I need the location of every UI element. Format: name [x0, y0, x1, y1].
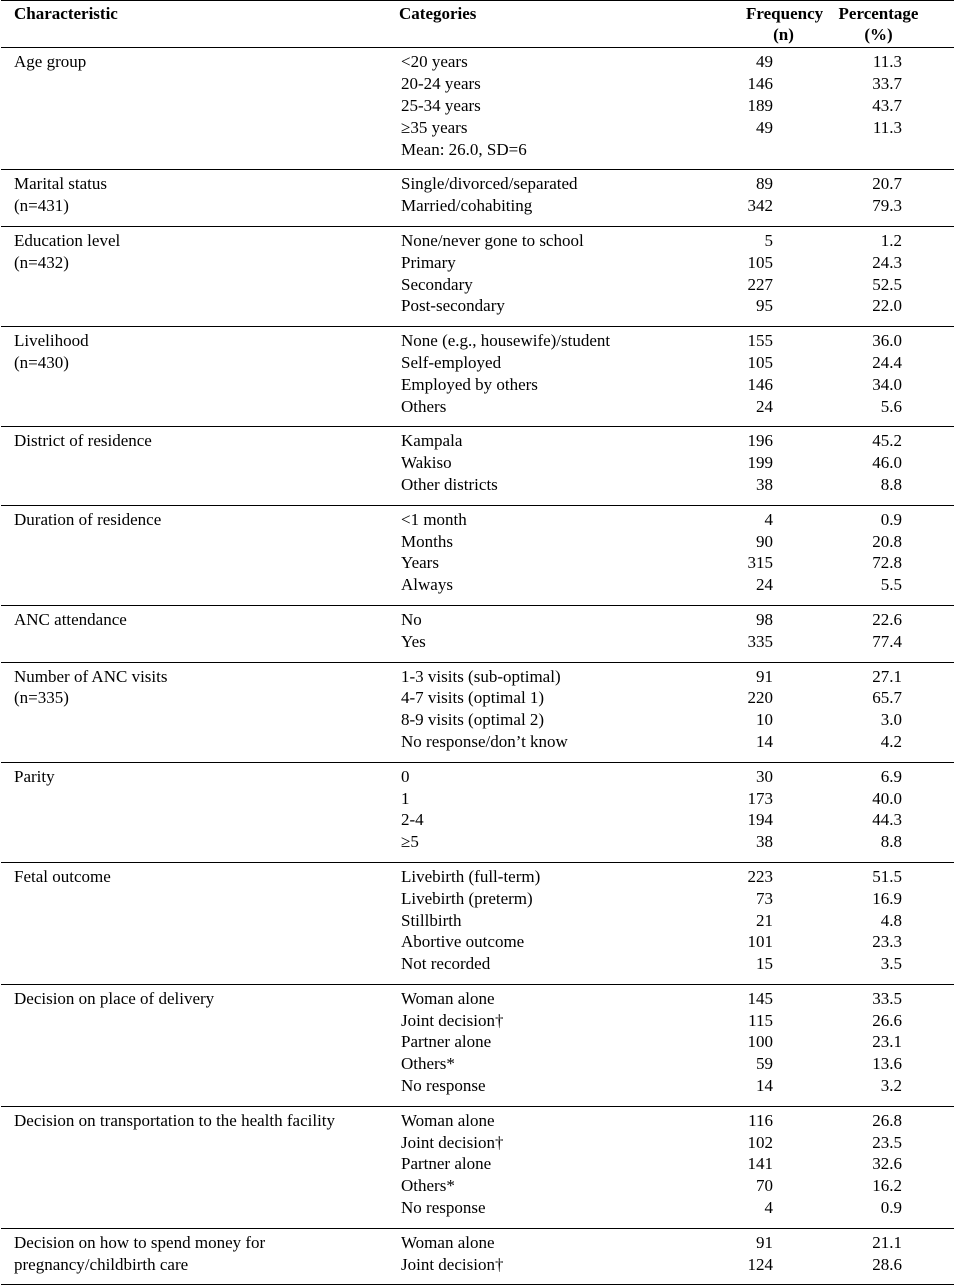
frequency-line: 155 [747, 331, 773, 351]
frequency-line: 220 [747, 688, 773, 708]
percentage-line: 22.6 [872, 609, 902, 629]
categories-line: <1 month [401, 509, 467, 529]
frequency-cell [686, 862, 821, 984]
categories-cell [386, 605, 686, 662]
percentage-line: 11.3 [872, 52, 902, 72]
percentage-cell [821, 762, 954, 862]
percentage-line: 79.3 [872, 196, 902, 216]
percentage-line: 3.5 [880, 954, 902, 974]
percentage-line: 65.7 [872, 688, 902, 708]
characteristic-line: Number of ANC visits [14, 666, 168, 686]
frequency-line: 335 [747, 631, 773, 651]
table-row [1, 170, 954, 227]
percentage-line: 0.9 [880, 509, 902, 529]
table-row [1, 505, 954, 605]
categories-line: Other districts [401, 474, 498, 494]
categories-line: Woman alone [401, 988, 495, 1008]
table-row [1, 427, 954, 505]
categories-cell [386, 226, 686, 326]
frequency-line: 14 [756, 731, 773, 751]
categories-line: ≥5 [401, 832, 419, 852]
categories-line: Yes [401, 631, 426, 651]
characteristic-line: (n=335) [14, 688, 69, 708]
categories-line: 2-4 [401, 810, 424, 830]
characteristic-line: Decision on transportation to the health facility [14, 1110, 336, 1130]
categories-line: ≥35 years [401, 117, 468, 137]
frequency-line: 115 [748, 1010, 773, 1030]
frequency-cell [686, 226, 821, 326]
frequency-line: 100 [747, 1032, 773, 1052]
percentage-line: 51.5 [872, 866, 902, 886]
categories-cell [386, 48, 686, 170]
categories-line: Married/cohabiting [401, 196, 533, 216]
frequency-line: 116 [748, 1110, 773, 1130]
categories-line: 0 [401, 766, 410, 786]
categories-cell [386, 505, 686, 605]
categories-cell [386, 1228, 686, 1285]
frequency-line: 21 [756, 910, 773, 930]
frequency-cell [686, 605, 821, 662]
percentage-line: 33.7 [872, 74, 902, 94]
frequency-line: 5 [764, 230, 773, 250]
percentage-cell [821, 505, 954, 605]
characteristic-line: pregnancy/childbirth care [14, 1254, 189, 1274]
categories-line: Woman alone [401, 1232, 495, 1252]
characteristic-line: Duration of residence [14, 509, 162, 529]
percentage-line: 24.3 [872, 252, 902, 272]
table-row [1, 605, 954, 662]
categories-line: No response [401, 1076, 486, 1096]
frequency-line: 105 [747, 252, 773, 272]
percentage-line: 23.5 [872, 1132, 902, 1152]
categories-line: Months [401, 531, 453, 551]
characteristic-line: Education level [14, 230, 121, 250]
categories-cell [386, 327, 686, 427]
header-frequency-line1: Frequency [746, 4, 824, 23]
frequency-line: 173 [747, 788, 773, 808]
characteristics-table [1, 0, 954, 1285]
categories-cell [386, 862, 686, 984]
categories-line: <20 years [401, 52, 468, 72]
characteristic-cell [1, 226, 386, 326]
header-percentage-line2: (%) [864, 25, 893, 45]
categories-line: Stillbirth [401, 910, 462, 930]
percentage-cell [821, 984, 954, 1106]
categories-line: Others [401, 396, 447, 416]
categories-line: Livebirth (full-term) [401, 866, 541, 886]
frequency-cell [686, 505, 821, 605]
percentage-line: 34.0 [872, 374, 902, 394]
header-categories: Categories [386, 1, 686, 48]
categories-line: No response/don’t know [401, 731, 568, 751]
percentage-line: 46.0 [872, 453, 902, 473]
percentage-cell [821, 48, 954, 170]
percentage-line: 3.2 [880, 1076, 902, 1096]
percentage-line [821, 139, 902, 161]
frequency-line: 91 [756, 666, 773, 686]
frequency-line: 90 [756, 531, 773, 551]
frequency-cell [686, 662, 821, 762]
frequency-line: 146 [747, 374, 773, 394]
categories-line: Secondary [401, 274, 473, 294]
frequency-line: 24 [756, 396, 773, 416]
characteristic-line: (n=432) [14, 252, 69, 272]
header-row [1, 1, 954, 48]
categories-line: Always [401, 575, 453, 595]
categories-line: 1 [401, 788, 410, 808]
header-percentage-line1: Percentage [838, 4, 919, 23]
header-frequency-line2: (n) [773, 25, 794, 45]
frequency-line: 141 [747, 1154, 773, 1174]
characteristic-cell [1, 605, 386, 662]
percentage-line: 4.8 [880, 910, 902, 930]
percentage-cell [821, 605, 954, 662]
frequency-line: 70 [756, 1176, 773, 1196]
characteristic-line: District of residence [14, 431, 152, 451]
percentage-line: 77.4 [872, 631, 902, 651]
frequency-line: 30 [756, 766, 773, 786]
frequency-cell [686, 1228, 821, 1285]
table-row [1, 662, 954, 762]
header-frequency [686, 1, 824, 48]
percentage-line: 23.3 [872, 932, 902, 952]
categories-line: No response [401, 1198, 486, 1218]
frequency-line: 15 [756, 954, 773, 974]
categories-cell [386, 170, 686, 227]
table-row [1, 327, 954, 427]
percentage-line: 43.7 [872, 96, 902, 115]
percentage-line: 8.8 [880, 832, 902, 852]
characteristic-line: Age group [14, 52, 87, 72]
percentage-line: 16.9 [872, 888, 902, 908]
table-row [1, 1106, 954, 1228]
characteristic-line: (n=431) [14, 196, 69, 216]
percentage-line: 13.6 [872, 1054, 902, 1074]
percentage-line: 45.2 [872, 431, 902, 451]
percentage-line: 52.5 [872, 274, 902, 294]
categories-line: Single/divorced/separated [401, 174, 578, 194]
percentage-line: 3.0 [880, 710, 902, 730]
frequency-line: 10 [756, 710, 773, 730]
table-row [1, 984, 954, 1106]
frequency-line: 38 [756, 832, 773, 852]
percentage-line: 20.7 [872, 174, 902, 194]
percentage-line: 0.9 [880, 1198, 902, 1218]
categories-line: 4-7 visits (optimal 1) [401, 688, 545, 708]
categories-line: Kampala [401, 431, 463, 451]
frequency-line: 89 [756, 174, 773, 194]
frequency-line: 145 [747, 988, 773, 1008]
percentage-line: 16.2 [872, 1176, 902, 1196]
table-row [1, 226, 954, 326]
percentage-cell [821, 226, 954, 326]
table-row [1, 762, 954, 862]
categories-line: Partner alone [401, 1154, 492, 1174]
frequency-line: 59 [756, 1054, 773, 1074]
percentage-line: 27.1 [872, 666, 902, 686]
frequency-line: 73 [756, 888, 773, 908]
characteristic-cell [1, 662, 386, 762]
frequency-cell [686, 762, 821, 862]
categories-cell [386, 662, 686, 762]
frequency-line: 196 [747, 431, 773, 451]
frequency-line: 24 [756, 575, 773, 595]
frequency-line: 91 [756, 1232, 773, 1252]
frequency-line: 146 [747, 74, 773, 94]
categories-line: Others* [401, 1176, 455, 1196]
percentage-line: 72.8 [872, 553, 902, 573]
frequency-cell [686, 427, 821, 505]
percentage-line: 5.6 [880, 396, 902, 416]
categories-line: Not recorded [401, 954, 491, 974]
percentage-line: 4.2 [880, 731, 902, 751]
frequency-line: 189 [747, 96, 773, 115]
characteristic-cell [1, 1106, 386, 1228]
categories-line: Employed by others [401, 374, 538, 394]
categories-line: 1-3 visits (sub-optimal) [401, 666, 561, 686]
categories-line: Self-employed [401, 352, 502, 372]
frequency-line: 101 [747, 932, 773, 952]
categories-line: Years [401, 553, 439, 573]
categories-cell [386, 1106, 686, 1228]
percentage-line: 11.3 [872, 117, 902, 137]
characteristic-cell [1, 862, 386, 984]
percentage-line: 21.1 [872, 1232, 902, 1252]
frequency-cell [686, 170, 821, 227]
characteristic-cell [1, 327, 386, 427]
categories-line: 20-24 years [401, 74, 481, 94]
characteristic-line: Marital status [14, 174, 108, 194]
frequency-line: 38 [756, 474, 773, 494]
percentage-cell [821, 862, 954, 984]
frequency-cell [686, 327, 821, 427]
categories-line: None/never gone to school [401, 230, 584, 250]
frequency-cell [686, 984, 821, 1106]
frequency-line: 14 [756, 1076, 773, 1096]
percentage-cell [821, 1228, 954, 1285]
characteristic-line: Decision on place of delivery [14, 988, 215, 1008]
characteristic-line: Livelihood [14, 331, 89, 351]
frequency-line: 4 [764, 1198, 773, 1218]
frequency-line: 223 [747, 866, 773, 886]
percentage-line: 44.3 [872, 810, 902, 830]
frequency-line: 315 [747, 553, 773, 573]
header-percentage [821, 1, 954, 48]
frequency-line: 98 [756, 609, 773, 629]
percentage-cell [821, 327, 954, 427]
categories-line: Joint decision† [401, 1010, 504, 1030]
characteristic-cell [1, 170, 386, 227]
percentage-line: 40.0 [872, 788, 902, 808]
frequency-line: 105 [747, 352, 773, 372]
characteristic-line: Decision on how to spend money for [14, 1232, 266, 1252]
characteristic-cell [1, 505, 386, 605]
table-row [1, 862, 954, 984]
percentage-line: 24.4 [872, 352, 902, 372]
categories-line: Post-secondary [401, 296, 505, 316]
percentage-line: 6.9 [880, 766, 902, 786]
categories-line: Livebirth (preterm) [401, 888, 533, 908]
percentage-cell [821, 662, 954, 762]
characteristic-line: (n=430) [14, 352, 69, 372]
categories-cell [386, 427, 686, 505]
table-row [1, 1228, 954, 1285]
categories-line: None (e.g., housewife)/student [401, 331, 611, 351]
frequency-line: 102 [747, 1132, 773, 1152]
categories-line: Mean: 26.0, SD=6 [401, 139, 527, 159]
percentage-line: 8.8 [880, 474, 902, 494]
percentage-line: 26.8 [872, 1110, 902, 1130]
characteristic-cell [1, 762, 386, 862]
percentage-line: 26.6 [872, 1010, 902, 1030]
characteristic-cell [1, 984, 386, 1106]
frequency-cell [686, 48, 821, 170]
percentage-line: 36.0 [872, 331, 902, 351]
frequency-line: 227 [747, 274, 773, 294]
frequency-cell [686, 1106, 821, 1228]
table-body [1, 48, 954, 1285]
categories-line: Woman alone [401, 1110, 495, 1130]
percentage-line: 32.6 [872, 1154, 902, 1174]
categories-line: Primary [401, 252, 456, 272]
characteristic-line: ANC attendance [14, 609, 127, 629]
frequency-line: 4 [764, 509, 773, 529]
characteristic-cell [1, 48, 386, 170]
percentage-line: 1.2 [880, 230, 902, 250]
percentage-cell [821, 1106, 954, 1228]
frequency-line: 199 [747, 453, 773, 473]
frequency-line: 194 [747, 810, 773, 830]
table-row [1, 48, 954, 170]
frequency-line: 95 [756, 296, 773, 316]
categories-cell [386, 762, 686, 862]
percentage-line: 20.8 [872, 531, 902, 551]
frequency-line: 342 [747, 196, 773, 216]
percentage-line: 5.5 [880, 575, 902, 595]
percentage-cell [821, 427, 954, 505]
characteristic-cell [1, 1228, 386, 1285]
categories-line: Abortive outcome [401, 932, 525, 952]
categories-line: Joint decision† [401, 1254, 504, 1274]
percentage-line: 28.6 [872, 1254, 902, 1274]
categories-line: No [401, 609, 422, 629]
frequency-line: 124 [747, 1254, 773, 1274]
header-characteristic: Characteristic [1, 1, 386, 48]
categories-line: Joint decision† [401, 1132, 504, 1152]
categories-cell [386, 984, 686, 1106]
percentage-cell [821, 170, 954, 227]
categories-line: Partner alone [401, 1032, 492, 1052]
percentage-line: 33.5 [872, 988, 902, 1008]
categories-line: 8-9 visits (optimal 2) [401, 710, 545, 730]
categories-line: Wakiso [401, 453, 452, 473]
frequency-line [686, 139, 773, 161]
categories-line: Others* [401, 1054, 455, 1074]
frequency-line: 49 [756, 52, 773, 72]
characteristic-line: Fetal outcome [14, 866, 111, 886]
frequency-line: 49 [756, 117, 773, 137]
categories-line: 25-34 years [401, 96, 481, 115]
characteristic-cell [1, 427, 386, 505]
percentage-line: 22.0 [872, 296, 902, 316]
characteristic-line: Parity [14, 766, 55, 786]
percentage-line: 23.1 [872, 1032, 902, 1052]
